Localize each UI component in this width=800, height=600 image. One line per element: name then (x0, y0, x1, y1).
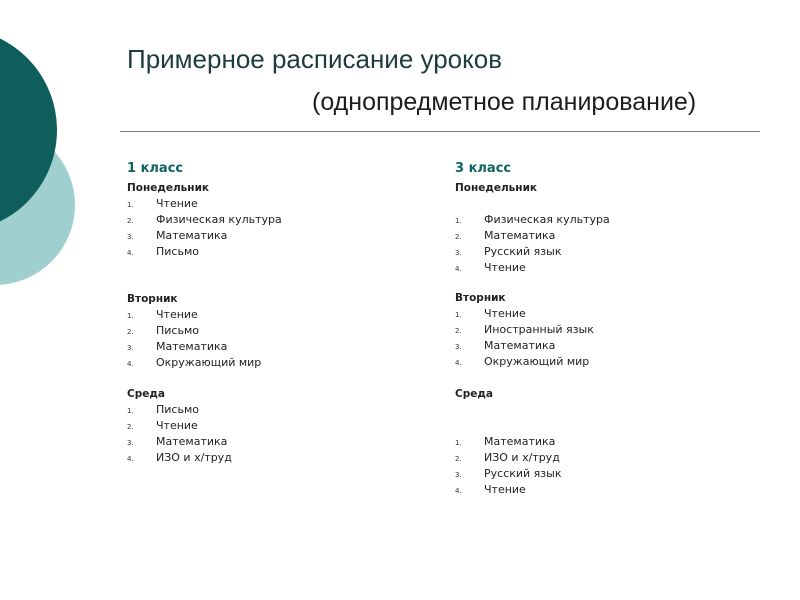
title-divider (120, 131, 760, 132)
lesson-item (127, 196, 427, 212)
lesson-number: 3. (455, 343, 462, 351)
lesson-name: Физическая культура (156, 213, 282, 226)
lesson-number: 3. (127, 344, 134, 352)
lesson-name: Математика (484, 339, 556, 352)
class-1-title: 1 класс (127, 161, 184, 176)
lesson-item (455, 260, 755, 276)
lesson-number: 1. (455, 217, 462, 225)
day-heading: Понедельник (455, 182, 538, 194)
lesson-number: 2. (455, 327, 462, 335)
lesson-name: Математика (156, 229, 228, 242)
day-heading: Вторник (455, 292, 506, 304)
class-3-column (455, 160, 755, 496)
lesson-number: 2. (127, 328, 134, 336)
lesson-number: 3. (127, 233, 134, 241)
class-3-wednesday (455, 383, 755, 498)
lesson-name: Письмо (156, 245, 199, 258)
lesson-number: 4. (127, 360, 134, 368)
lesson-name: Письмо (156, 403, 199, 416)
lesson-number: 4. (127, 455, 134, 463)
lesson-name: Чтение (484, 261, 526, 274)
class-1-tuesday (127, 288, 427, 371)
day-heading: Понедельник (127, 182, 210, 194)
lesson-number: 1. (127, 407, 134, 415)
lesson-name: Русский язык (484, 467, 562, 480)
lesson-item (455, 212, 755, 228)
lesson-name: Чтение (156, 419, 198, 432)
lesson-number: 1. (127, 201, 134, 209)
class-3-title: 3 класс (455, 161, 512, 176)
lesson-item (455, 354, 755, 370)
lesson-number: 1. (455, 439, 462, 447)
lesson-number: 4. (455, 487, 462, 495)
day-heading: Среда (455, 388, 493, 400)
class-3-tuesday (455, 287, 755, 370)
class-1-column (127, 160, 427, 464)
lesson-name: Физическая культура (484, 213, 610, 226)
lesson-name: Чтение (156, 197, 198, 210)
lesson-item (127, 339, 427, 355)
lesson-name: Математика (484, 229, 556, 242)
lesson-item (127, 434, 427, 450)
slide-subtitle: (однопредметное планирование) (312, 88, 697, 116)
class-1-monday (127, 177, 427, 260)
lesson-number: 1. (127, 312, 134, 320)
lesson-name: Чтение (484, 483, 526, 496)
lesson-number: 4. (455, 359, 462, 367)
lesson-name: Математика (156, 340, 228, 353)
lesson-item (455, 306, 755, 322)
lesson-number: 1. (455, 311, 462, 319)
lesson-item (455, 338, 755, 354)
lesson-number: 2. (455, 455, 462, 463)
lesson-name: ИЗО и х/труд (156, 451, 232, 464)
lesson-number: 3. (455, 471, 462, 479)
lesson-item (127, 228, 427, 244)
class-3-monday (455, 177, 755, 276)
empty-line (455, 402, 755, 418)
lesson-item (127, 323, 427, 339)
lesson-item (127, 212, 427, 228)
lesson-name: ИЗО и х/труд (484, 451, 560, 464)
lesson-name: Математика (484, 435, 556, 448)
day-heading: Среда (127, 388, 165, 400)
lesson-name: Письмо (156, 324, 199, 337)
lesson-number: 2. (455, 233, 462, 241)
lesson-name: Чтение (484, 307, 526, 320)
lesson-item (455, 482, 755, 498)
lesson-name: Окружающий мир (156, 356, 262, 369)
class-1-wednesday (127, 383, 427, 466)
lesson-item (455, 434, 755, 450)
lesson-number: 4. (455, 265, 462, 273)
lesson-item (127, 418, 427, 434)
lesson-item (455, 322, 755, 338)
lesson-item (127, 450, 427, 466)
empty-line (455, 196, 755, 212)
lesson-item (455, 244, 755, 260)
lesson-name: Математика (156, 435, 228, 448)
lesson-number: 3. (455, 249, 462, 257)
day-heading: Вторник (127, 293, 178, 305)
lesson-name: Иностранный язык (484, 323, 594, 336)
lesson-item (127, 402, 427, 418)
lesson-number: 4. (127, 249, 134, 257)
lesson-name: Чтение (156, 308, 198, 321)
lesson-number: 2. (127, 423, 134, 431)
lesson-name: Окружающий мир (484, 355, 590, 368)
lesson-item (127, 307, 427, 323)
lesson-item (127, 244, 427, 260)
lesson-name: Русский язык (484, 245, 562, 258)
lesson-number: 2. (127, 217, 134, 225)
lesson-item (127, 355, 427, 371)
lesson-item (455, 466, 755, 482)
empty-line (455, 418, 755, 434)
lesson-number: 3. (127, 439, 134, 447)
lesson-item (455, 450, 755, 466)
lesson-item (455, 228, 755, 244)
slide-title: Примерное расписание уроков (127, 44, 503, 74)
